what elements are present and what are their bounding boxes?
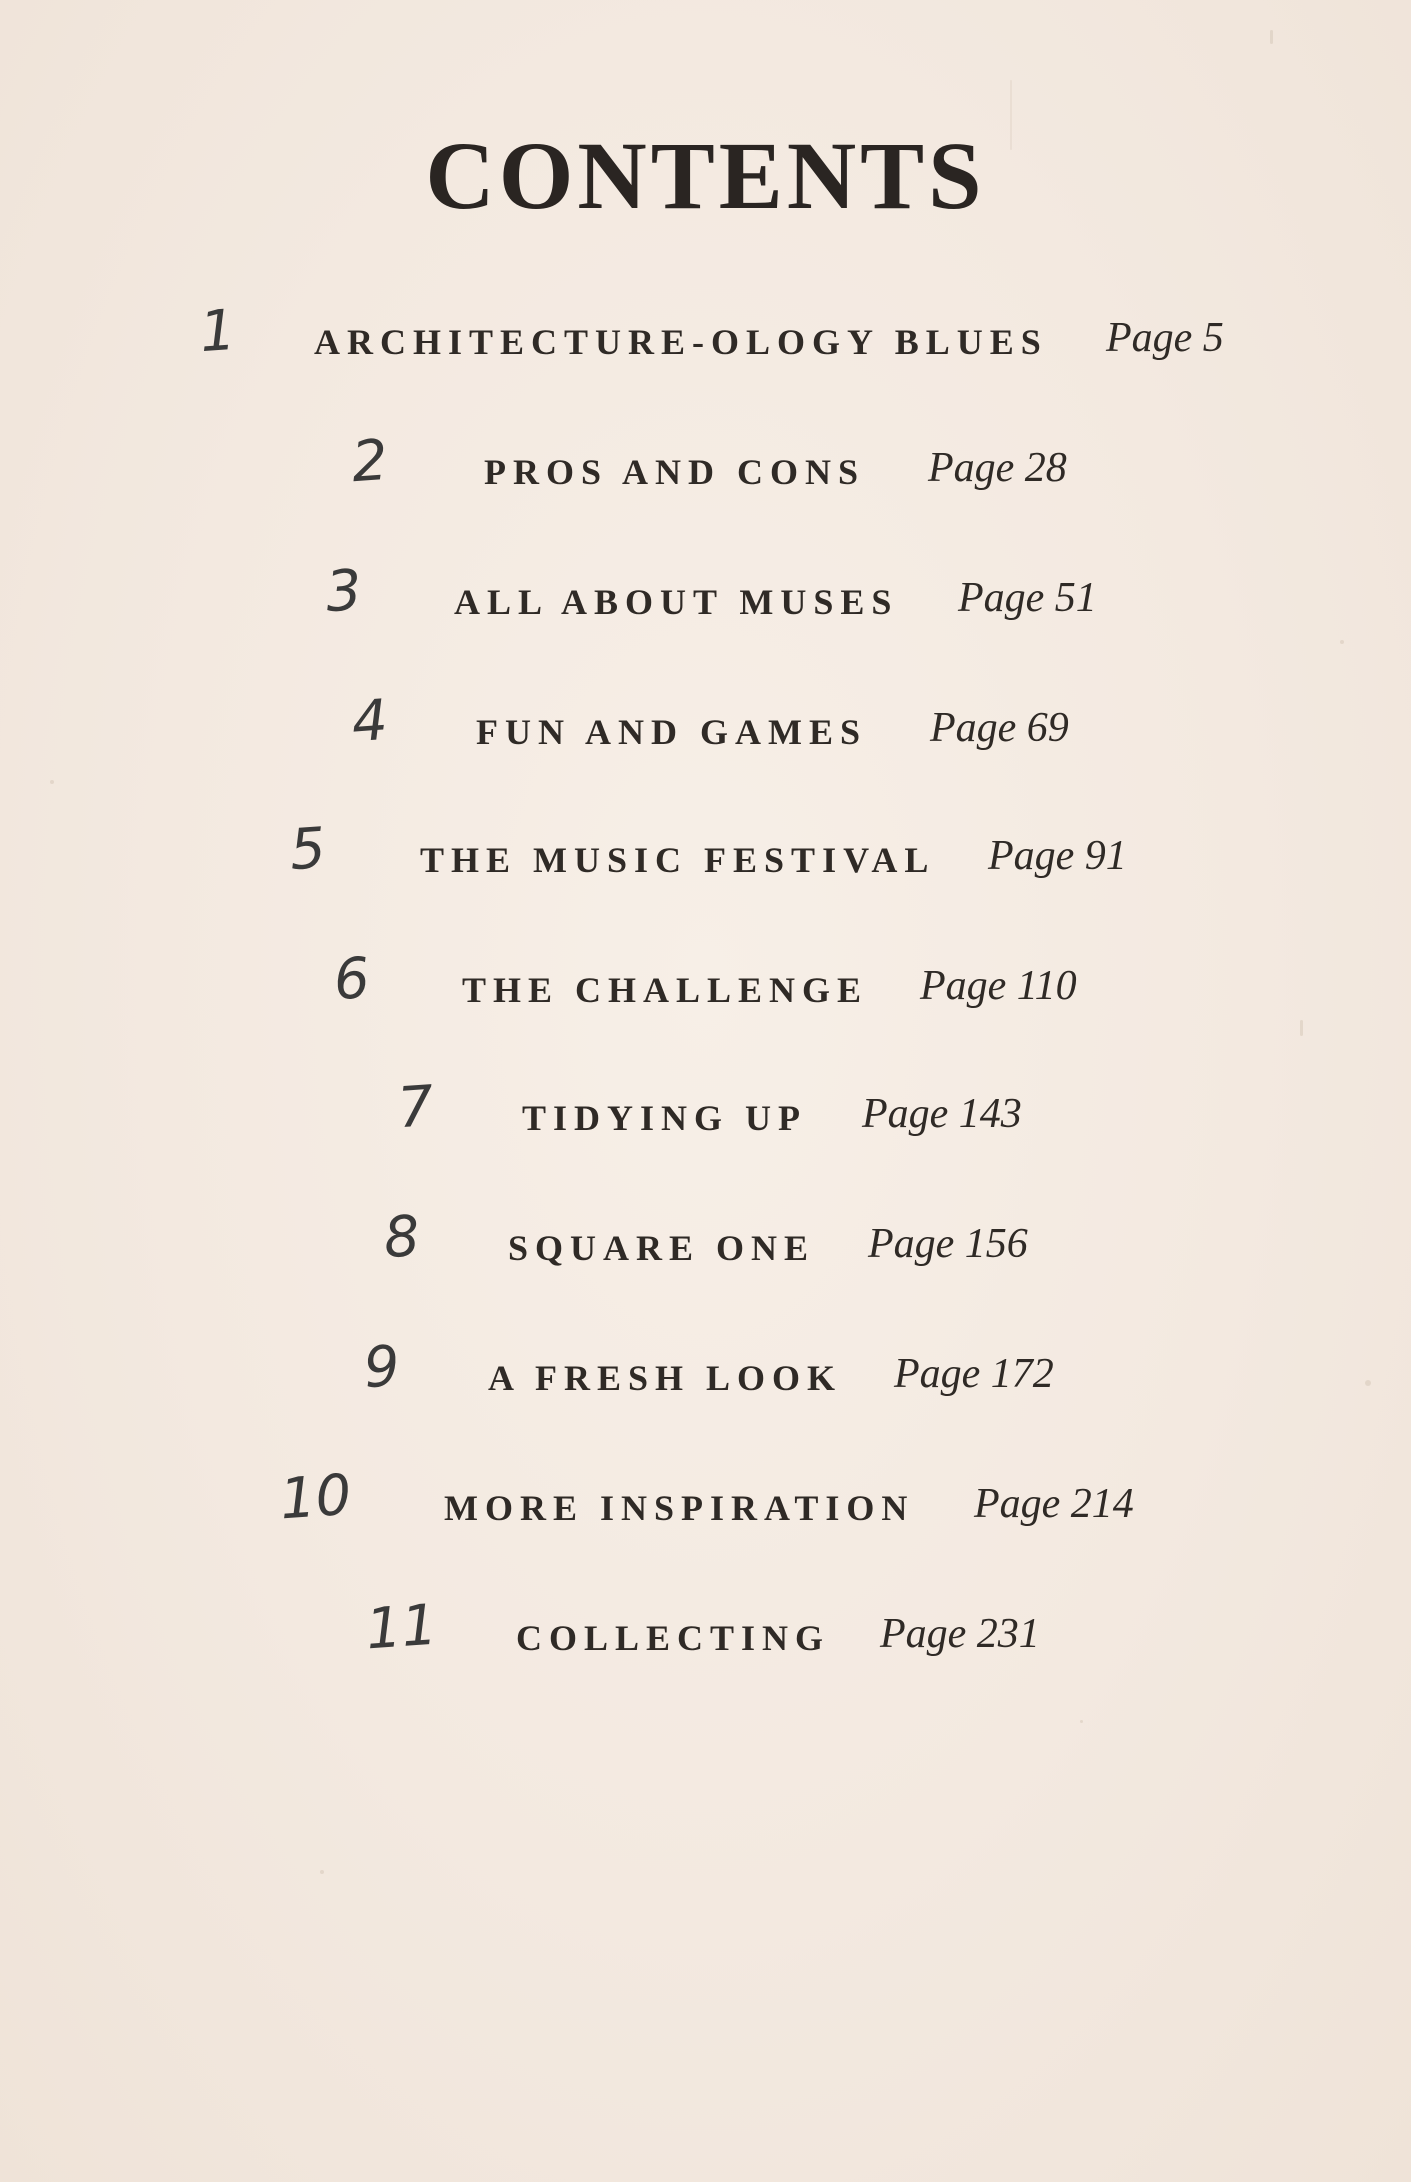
paper-speck — [50, 780, 54, 784]
paper-speck — [1340, 640, 1344, 644]
chapter-title: COLLECTING — [516, 1618, 831, 1658]
page-reference: Page 28 — [928, 445, 1067, 491]
chapter-title: ARCHITECTURE-OLOGY BLUES — [314, 322, 1048, 362]
page-reference: Page 214 — [974, 1481, 1134, 1527]
handwritten-number: 10 — [277, 1462, 354, 1533]
handwritten-number: 8 — [381, 1203, 422, 1272]
handwritten-number: 9 — [361, 1333, 402, 1402]
handwritten-number: 1 — [197, 297, 238, 366]
chapter-title: THE CHALLENGE — [462, 970, 869, 1010]
handwritten-number: 5 — [287, 815, 328, 884]
page-reference: Page 172 — [894, 1351, 1054, 1397]
page-reference: Page 91 — [988, 833, 1127, 879]
chapter-title: ALL ABOUT MUSES — [454, 582, 899, 622]
handwritten-number: 3 — [323, 557, 364, 626]
page-title: CONTENTS — [425, 122, 986, 229]
chapter-title: TIDYING UP — [522, 1098, 808, 1138]
chapter-title: THE MUSIC FESTIVAL — [420, 840, 936, 880]
chapter-title: MORE INSPIRATION — [444, 1488, 915, 1528]
paper-speck — [1270, 30, 1273, 44]
paper-speck — [320, 1870, 324, 1874]
handwritten-number: 4 — [349, 687, 390, 756]
handwritten-number: 6 — [331, 945, 372, 1014]
paper-speck — [1080, 1720, 1083, 1723]
page-reference: Page 231 — [880, 1611, 1040, 1657]
page-reference: Page 110 — [920, 963, 1077, 1009]
page-reference: Page 51 — [958, 575, 1097, 621]
handwritten-number: 7 — [395, 1073, 436, 1142]
page-reference: Page 5 — [1106, 315, 1224, 361]
chapter-title: PROS AND CONS — [484, 452, 866, 492]
page-reference: Page 156 — [868, 1221, 1028, 1267]
page-reference: Page 143 — [862, 1091, 1022, 1137]
paper-speck — [1365, 1380, 1371, 1386]
chapter-title: FUN AND GAMES — [476, 712, 868, 752]
chapter-title: A FRESH LOOK — [488, 1358, 843, 1398]
paper-speck — [1300, 1020, 1303, 1036]
chapter-title: SQUARE ONE — [508, 1228, 816, 1268]
page-reference: Page 69 — [930, 705, 1069, 751]
handwritten-number: 2 — [349, 427, 390, 496]
handwritten-number: 11 — [363, 1592, 440, 1663]
